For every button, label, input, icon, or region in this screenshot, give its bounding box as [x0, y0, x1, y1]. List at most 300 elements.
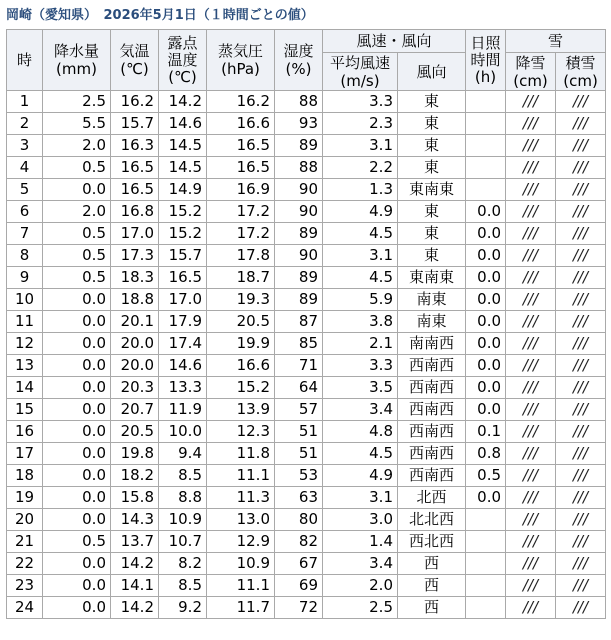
cell-sunshine: 0.0	[466, 267, 506, 289]
cell-snow-depth: ///	[556, 487, 606, 509]
cell-hour: 19	[7, 487, 43, 509]
table-row	[7, 113, 606, 135]
cell-temperature: 19.8	[111, 443, 159, 465]
cell-humidity: 89	[275, 135, 323, 157]
cell-sunshine: 0.0	[466, 223, 506, 245]
cell-temperature: 20.5	[111, 421, 159, 443]
cell-vapor-pressure: 13.0	[207, 509, 275, 531]
cell-snow-depth: ///	[556, 135, 606, 157]
cell-snowfall: ///	[506, 267, 556, 289]
cell-dew-point: 15.2	[159, 201, 207, 223]
cell-sunshine	[466, 553, 506, 575]
cell-precipitation: 2.0	[43, 201, 111, 223]
cell-wind-speed: 4.9	[323, 201, 398, 223]
cell-wind-direction: 西南西	[398, 465, 466, 487]
cell-snowfall: ///	[506, 311, 556, 333]
cell-wind-speed: 3.8	[323, 311, 398, 333]
cell-precipitation: 0.0	[43, 311, 111, 333]
cell-snow-depth: ///	[556, 201, 606, 223]
cell-wind-speed: 3.1	[323, 135, 398, 157]
cell-dew-point: 14.6	[159, 355, 207, 377]
cell-snowfall: ///	[506, 421, 556, 443]
cell-humidity: 51	[275, 443, 323, 465]
cell-sunshine: 0.0	[466, 399, 506, 421]
table-row	[7, 91, 606, 113]
cell-vapor-pressure: 11.1	[207, 575, 275, 597]
cell-snowfall: ///	[506, 135, 556, 157]
cell-snowfall: ///	[506, 597, 556, 619]
cell-humidity: 93	[275, 113, 323, 135]
cell-vapor-pressure: 19.9	[207, 333, 275, 355]
cell-wind-speed: 2.0	[323, 575, 398, 597]
cell-precipitation: 0.0	[43, 553, 111, 575]
cell-hour: 20	[7, 509, 43, 531]
cell-hour: 4	[7, 157, 43, 179]
table-body	[7, 91, 606, 619]
cell-vapor-pressure: 12.3	[207, 421, 275, 443]
table-row	[7, 135, 606, 157]
cell-wind-speed: 3.4	[323, 399, 398, 421]
cell-snowfall: ///	[506, 465, 556, 487]
cell-vapor-pressure: 12.9	[207, 531, 275, 553]
cell-wind-speed: 3.3	[323, 355, 398, 377]
cell-sunshine: 0.0	[466, 289, 506, 311]
cell-hour: 16	[7, 421, 43, 443]
cell-sunshine	[466, 135, 506, 157]
cell-precipitation: 0.0	[43, 465, 111, 487]
cell-temperature: 14.3	[111, 509, 159, 531]
cell-sunshine	[466, 179, 506, 201]
header-wind-direction: 風向	[398, 53, 466, 91]
cell-temperature: 16.5	[111, 157, 159, 179]
cell-snowfall: ///	[506, 553, 556, 575]
cell-dew-point: 15.2	[159, 223, 207, 245]
cell-vapor-pressure: 10.9	[207, 553, 275, 575]
cell-snow-depth: ///	[556, 443, 606, 465]
cell-temperature: 16.3	[111, 135, 159, 157]
cell-vapor-pressure: 19.3	[207, 289, 275, 311]
cell-vapor-pressure: 18.7	[207, 267, 275, 289]
cell-dew-point: 10.9	[159, 509, 207, 531]
cell-hour: 21	[7, 531, 43, 553]
cell-precipitation: 0.5	[43, 223, 111, 245]
cell-wind-speed: 3.3	[323, 91, 398, 113]
cell-hour: 1	[7, 91, 43, 113]
header-snowfall: 降雪 (cm)	[506, 53, 556, 91]
cell-snow-depth: ///	[556, 223, 606, 245]
cell-wind-direction: 東南東	[398, 267, 466, 289]
cell-temperature: 17.0	[111, 223, 159, 245]
cell-vapor-pressure: 17.8	[207, 245, 275, 267]
table-row	[7, 421, 606, 443]
cell-humidity: 63	[275, 487, 323, 509]
cell-snowfall: ///	[506, 509, 556, 531]
cell-wind-speed: 3.1	[323, 245, 398, 267]
cell-snow-depth: ///	[556, 91, 606, 113]
cell-precipitation: 5.5	[43, 113, 111, 135]
cell-dew-point: 16.5	[159, 267, 207, 289]
table-row	[7, 267, 606, 289]
cell-snowfall: ///	[506, 575, 556, 597]
cell-dew-point: 15.7	[159, 245, 207, 267]
cell-humidity: 71	[275, 355, 323, 377]
cell-sunshine	[466, 91, 506, 113]
cell-snow-depth: ///	[556, 421, 606, 443]
cell-vapor-pressure: 11.1	[207, 465, 275, 487]
cell-sunshine: 0.0	[466, 245, 506, 267]
cell-temperature: 15.8	[111, 487, 159, 509]
cell-snow-depth: ///	[556, 267, 606, 289]
cell-precipitation: 0.0	[43, 487, 111, 509]
cell-wind-speed: 3.1	[323, 487, 398, 509]
cell-snowfall: ///	[506, 355, 556, 377]
cell-precipitation: 2.0	[43, 135, 111, 157]
cell-snowfall: ///	[506, 377, 556, 399]
cell-snow-depth: ///	[556, 465, 606, 487]
header-temperature: 気温 (℃)	[111, 30, 159, 91]
cell-temperature: 18.3	[111, 267, 159, 289]
cell-wind-direction: 西南西	[398, 443, 466, 465]
header-precipitation: 降水量 (mm)	[43, 30, 111, 91]
cell-snow-depth: ///	[556, 377, 606, 399]
table-row	[7, 311, 606, 333]
cell-wind-speed: 3.4	[323, 553, 398, 575]
cell-dew-point: 14.9	[159, 179, 207, 201]
cell-sunshine: 0.8	[466, 443, 506, 465]
cell-snowfall: ///	[506, 333, 556, 355]
cell-wind-direction: 東	[398, 135, 466, 157]
cell-wind-speed: 4.5	[323, 267, 398, 289]
cell-dew-point: 14.6	[159, 113, 207, 135]
cell-hour: 10	[7, 289, 43, 311]
cell-sunshine: 0.0	[466, 201, 506, 223]
cell-snow-depth: ///	[556, 531, 606, 553]
cell-snowfall: ///	[506, 443, 556, 465]
cell-precipitation: 0.0	[43, 399, 111, 421]
cell-snowfall: ///	[506, 201, 556, 223]
cell-hour: 2	[7, 113, 43, 135]
cell-wind-direction: 東南東	[398, 179, 466, 201]
cell-humidity: 89	[275, 289, 323, 311]
cell-vapor-pressure: 15.2	[207, 377, 275, 399]
cell-dew-point: 10.0	[159, 421, 207, 443]
header-snow-group: 雪	[506, 30, 606, 53]
cell-precipitation: 2.5	[43, 91, 111, 113]
cell-precipitation: 0.5	[43, 267, 111, 289]
cell-snowfall: ///	[506, 531, 556, 553]
cell-temperature: 15.7	[111, 113, 159, 135]
cell-wind-direction: 東	[398, 157, 466, 179]
table-row	[7, 333, 606, 355]
cell-sunshine: 0.0	[466, 311, 506, 333]
header-snow-depth: 積雪 (cm)	[556, 53, 606, 91]
header-wind-group: 風速・風向	[323, 30, 466, 53]
table-row	[7, 487, 606, 509]
cell-wind-direction: 西北西	[398, 531, 466, 553]
cell-precipitation: 0.0	[43, 421, 111, 443]
cell-sunshine: 0.0	[466, 333, 506, 355]
cell-wind-speed: 2.2	[323, 157, 398, 179]
cell-humidity: 57	[275, 399, 323, 421]
table-row	[7, 377, 606, 399]
cell-snow-depth: ///	[556, 157, 606, 179]
cell-humidity: 89	[275, 223, 323, 245]
cell-precipitation: 0.0	[43, 377, 111, 399]
cell-wind-direction: 東	[398, 245, 466, 267]
cell-dew-point: 11.9	[159, 399, 207, 421]
cell-humidity: 82	[275, 531, 323, 553]
cell-temperature: 13.7	[111, 531, 159, 553]
cell-hour: 13	[7, 355, 43, 377]
cell-hour: 9	[7, 267, 43, 289]
cell-sunshine: 0.0	[466, 377, 506, 399]
table-row	[7, 355, 606, 377]
cell-hour: 6	[7, 201, 43, 223]
cell-temperature: 20.7	[111, 399, 159, 421]
cell-sunshine	[466, 509, 506, 531]
cell-hour: 11	[7, 311, 43, 333]
cell-humidity: 90	[275, 179, 323, 201]
table-row	[7, 289, 606, 311]
cell-humidity: 69	[275, 575, 323, 597]
cell-dew-point: 13.3	[159, 377, 207, 399]
cell-hour: 12	[7, 333, 43, 355]
cell-dew-point: 17.4	[159, 333, 207, 355]
cell-snow-depth: ///	[556, 399, 606, 421]
cell-wind-speed: 4.5	[323, 223, 398, 245]
table-row	[7, 223, 606, 245]
table-row	[7, 509, 606, 531]
cell-wind-direction: 東	[398, 223, 466, 245]
cell-hour: 18	[7, 465, 43, 487]
table-row	[7, 575, 606, 597]
cell-wind-direction: 東	[398, 91, 466, 113]
cell-humidity: 90	[275, 201, 323, 223]
header-wind-speed: 平均風速 (m/s)	[323, 53, 398, 91]
cell-vapor-pressure: 11.3	[207, 487, 275, 509]
cell-temperature: 14.1	[111, 575, 159, 597]
cell-precipitation: 0.5	[43, 531, 111, 553]
cell-snow-depth: ///	[556, 509, 606, 531]
cell-wind-direction: 北西	[398, 487, 466, 509]
table-row	[7, 531, 606, 553]
cell-snowfall: ///	[506, 157, 556, 179]
cell-vapor-pressure: 16.2	[207, 91, 275, 113]
cell-wind-speed: 1.3	[323, 179, 398, 201]
cell-sunshine	[466, 157, 506, 179]
cell-precipitation: 0.0	[43, 509, 111, 531]
cell-dew-point: 9.4	[159, 443, 207, 465]
cell-wind-speed: 4.9	[323, 465, 398, 487]
cell-temperature: 14.2	[111, 553, 159, 575]
cell-snowfall: ///	[506, 91, 556, 113]
cell-snow-depth: ///	[556, 245, 606, 267]
cell-hour: 17	[7, 443, 43, 465]
cell-hour: 23	[7, 575, 43, 597]
cell-wind-direction: 東	[398, 201, 466, 223]
cell-temperature: 16.8	[111, 201, 159, 223]
page-title: 岡崎（愛知県） 2026年5月1日（１時間ごとの値）	[6, 8, 314, 23]
cell-vapor-pressure: 11.7	[207, 597, 275, 619]
cell-dew-point: 14.5	[159, 135, 207, 157]
cell-humidity: 72	[275, 597, 323, 619]
cell-dew-point: 17.0	[159, 289, 207, 311]
cell-dew-point: 10.7	[159, 531, 207, 553]
cell-wind-direction: 南東	[398, 289, 466, 311]
cell-vapor-pressure: 16.6	[207, 113, 275, 135]
cell-snow-depth: ///	[556, 113, 606, 135]
cell-vapor-pressure: 17.2	[207, 201, 275, 223]
table-row	[7, 443, 606, 465]
cell-precipitation: 0.5	[43, 157, 111, 179]
table-row	[7, 157, 606, 179]
table-row	[7, 465, 606, 487]
cell-precipitation: 0.0	[43, 179, 111, 201]
cell-sunshine: 0.5	[466, 465, 506, 487]
cell-precipitation: 0.0	[43, 333, 111, 355]
cell-wind-direction: 南南西	[398, 333, 466, 355]
cell-precipitation: 0.5	[43, 245, 111, 267]
cell-vapor-pressure: 16.9	[207, 179, 275, 201]
table-row	[7, 245, 606, 267]
cell-hour: 7	[7, 223, 43, 245]
cell-snow-depth: ///	[556, 355, 606, 377]
cell-wind-speed: 4.5	[323, 443, 398, 465]
cell-dew-point: 9.2	[159, 597, 207, 619]
cell-snowfall: ///	[506, 223, 556, 245]
cell-temperature: 20.3	[111, 377, 159, 399]
cell-vapor-pressure: 16.5	[207, 157, 275, 179]
cell-temperature: 20.0	[111, 333, 159, 355]
cell-snow-depth: ///	[556, 289, 606, 311]
cell-vapor-pressure: 17.2	[207, 223, 275, 245]
cell-sunshine	[466, 531, 506, 553]
cell-snowfall: ///	[506, 113, 556, 135]
cell-dew-point: 14.5	[159, 157, 207, 179]
cell-temperature: 20.1	[111, 311, 159, 333]
weather-table-container	[6, 29, 606, 619]
cell-hour: 22	[7, 553, 43, 575]
cell-hour: 24	[7, 597, 43, 619]
cell-sunshine: 0.0	[466, 487, 506, 509]
cell-sunshine: 0.1	[466, 421, 506, 443]
cell-hour: 15	[7, 399, 43, 421]
cell-humidity: 53	[275, 465, 323, 487]
cell-wind-speed: 5.9	[323, 289, 398, 311]
cell-vapor-pressure: 11.8	[207, 443, 275, 465]
cell-snow-depth: ///	[556, 179, 606, 201]
cell-sunshine	[466, 113, 506, 135]
cell-hour: 3	[7, 135, 43, 157]
cell-humidity: 90	[275, 245, 323, 267]
cell-wind-speed: 2.3	[323, 113, 398, 135]
cell-temperature: 14.2	[111, 597, 159, 619]
cell-dew-point: 8.8	[159, 487, 207, 509]
cell-humidity: 87	[275, 311, 323, 333]
cell-dew-point: 8.2	[159, 553, 207, 575]
cell-wind-direction: 西南西	[398, 377, 466, 399]
cell-snow-depth: ///	[556, 553, 606, 575]
cell-snowfall: ///	[506, 399, 556, 421]
cell-dew-point: 14.2	[159, 91, 207, 113]
cell-wind-direction: 西南西	[398, 399, 466, 421]
cell-hour: 5	[7, 179, 43, 201]
header-sunshine: 日照 時間 (h)	[466, 30, 506, 91]
cell-wind-speed: 2.1	[323, 333, 398, 355]
cell-snow-depth: ///	[556, 311, 606, 333]
cell-vapor-pressure: 20.5	[207, 311, 275, 333]
cell-snowfall: ///	[506, 487, 556, 509]
cell-wind-direction: 西南西	[398, 421, 466, 443]
cell-wind-speed: 3.0	[323, 509, 398, 531]
cell-precipitation: 0.0	[43, 575, 111, 597]
cell-wind-direction: 西	[398, 575, 466, 597]
cell-dew-point: 8.5	[159, 575, 207, 597]
cell-humidity: 67	[275, 553, 323, 575]
cell-humidity: 51	[275, 421, 323, 443]
cell-snow-depth: ///	[556, 575, 606, 597]
cell-snowfall: ///	[506, 179, 556, 201]
cell-temperature: 20.0	[111, 355, 159, 377]
cell-wind-speed: 4.8	[323, 421, 398, 443]
cell-wind-speed: 2.5	[323, 597, 398, 619]
cell-hour: 14	[7, 377, 43, 399]
table-row	[7, 179, 606, 201]
cell-snowfall: ///	[506, 245, 556, 267]
cell-vapor-pressure: 16.6	[207, 355, 275, 377]
cell-wind-direction: 西	[398, 597, 466, 619]
cell-vapor-pressure: 13.9	[207, 399, 275, 421]
cell-dew-point: 17.9	[159, 311, 207, 333]
header-hour: 時	[7, 30, 43, 91]
table-row	[7, 201, 606, 223]
cell-wind-direction: 西	[398, 553, 466, 575]
header-vapor-pressure: 蒸気圧 (hPa)	[207, 30, 275, 91]
table-row	[7, 399, 606, 421]
hourly-weather-table	[6, 29, 606, 619]
header-humidity: 湿度 (%)	[275, 30, 323, 91]
cell-snow-depth: ///	[556, 597, 606, 619]
cell-wind-direction: 北北西	[398, 509, 466, 531]
cell-wind-speed: 3.5	[323, 377, 398, 399]
cell-sunshine	[466, 597, 506, 619]
cell-wind-direction: 南東	[398, 311, 466, 333]
cell-humidity: 64	[275, 377, 323, 399]
cell-temperature: 17.3	[111, 245, 159, 267]
cell-dew-point: 8.5	[159, 465, 207, 487]
cell-humidity: 88	[275, 91, 323, 113]
cell-humidity: 88	[275, 157, 323, 179]
cell-humidity: 80	[275, 509, 323, 531]
cell-snow-depth: ///	[556, 333, 606, 355]
cell-precipitation: 0.0	[43, 597, 111, 619]
table-row	[7, 597, 606, 619]
table-row	[7, 553, 606, 575]
cell-wind-speed: 1.4	[323, 531, 398, 553]
cell-hour: 8	[7, 245, 43, 267]
cell-sunshine	[466, 575, 506, 597]
cell-vapor-pressure: 16.5	[207, 135, 275, 157]
cell-temperature: 18.8	[111, 289, 159, 311]
cell-temperature: 18.2	[111, 465, 159, 487]
cell-temperature: 16.2	[111, 91, 159, 113]
cell-humidity: 85	[275, 333, 323, 355]
cell-snowfall: ///	[506, 289, 556, 311]
cell-wind-direction: 西南西	[398, 355, 466, 377]
cell-sunshine: 0.0	[466, 355, 506, 377]
cell-precipitation: 0.0	[43, 443, 111, 465]
cell-humidity: 89	[275, 267, 323, 289]
